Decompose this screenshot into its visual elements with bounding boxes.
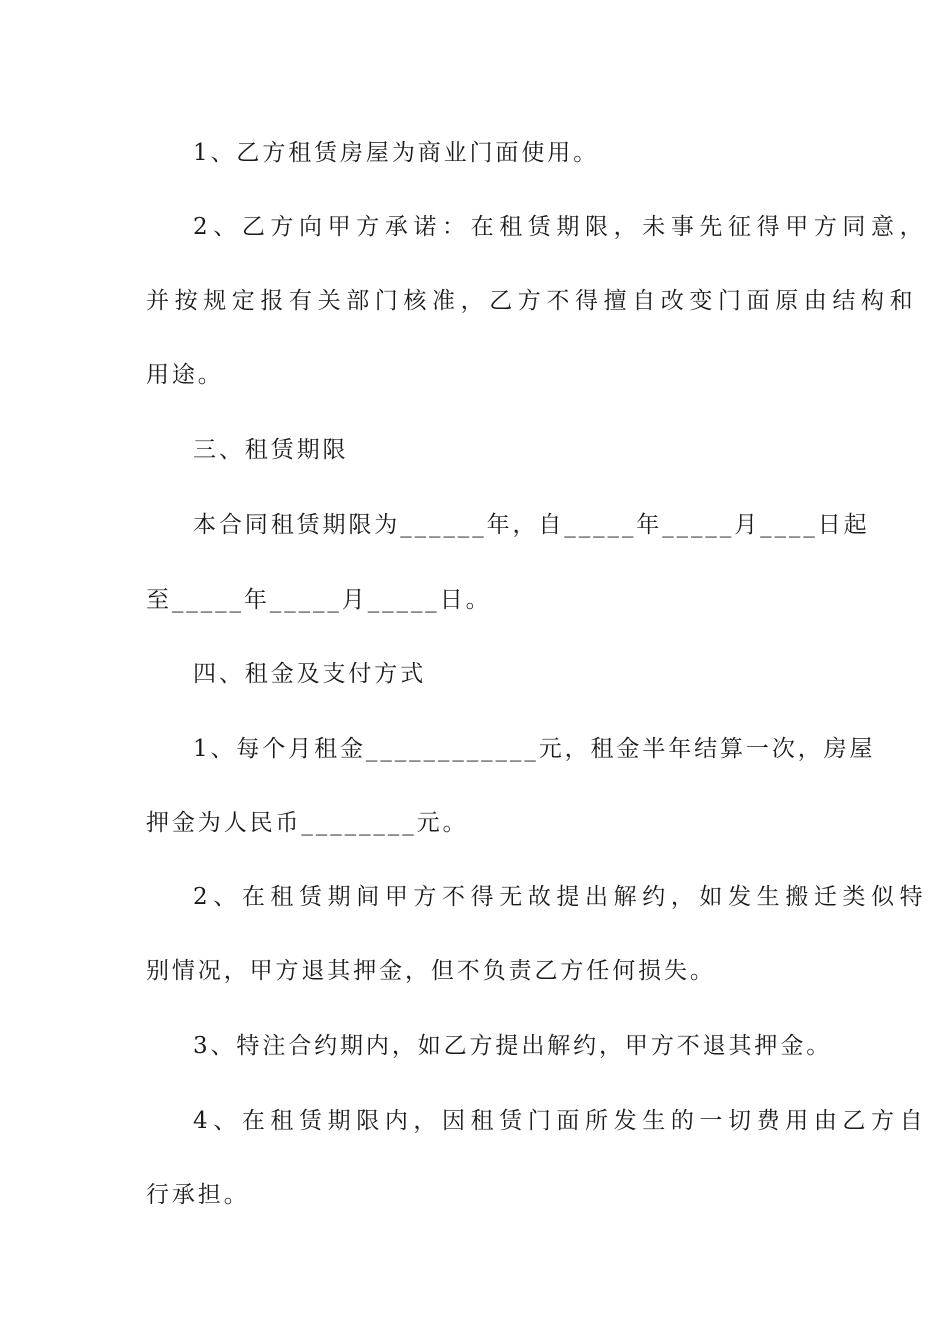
section-heading-lease-term: 三、租赁期限 [193, 437, 349, 463]
rent-clause-4-line-2: 行承担。 [146, 1182, 250, 1208]
rent-clause-3-line: 3、特注合约期内，如乙方提出解约，甲方不退其押金。 [193, 1033, 833, 1059]
rent-clause-4-line-1: 4、在租赁期限内，因租赁门面所发生的一切费用由乙方自 [193, 1108, 929, 1134]
rent-clause-2-line-1: 2、在租赁期间甲方不得无故提出解约，如发生搬迁类似特 [193, 884, 929, 910]
clause-4-2-line-1: 2、乙方向甲方承诺：在租赁期限，未事先征得甲方同意， [193, 214, 929, 240]
section-heading-rent-payment: 四、租金及支付方式 [193, 661, 427, 687]
rent-clause-1-line-1: 1、每个月租金____________元，租金半年结算一次，房屋 [193, 736, 876, 762]
rent-clause-1-line-2: 押金为人民币________元。 [146, 810, 469, 836]
lease-term-line-1: 本合同租赁期限为______年，自_____年_____月____日起 [193, 512, 870, 538]
rent-clause-2-line-2: 别情况，甲方退其押金，但不负责乙方任何损失。 [146, 958, 716, 984]
clause-4-2-line-3: 用途。 [146, 362, 224, 388]
clause-4-2-line-2: 并按规定报有关部门核准，乙方不得擅自改变门面原由结构和 [146, 288, 919, 314]
lease-term-line-2: 至_____年_____月_____日。 [146, 587, 492, 613]
clause-4-1-line: 1、乙方租赁房屋为商业门面使用。 [193, 140, 600, 166]
